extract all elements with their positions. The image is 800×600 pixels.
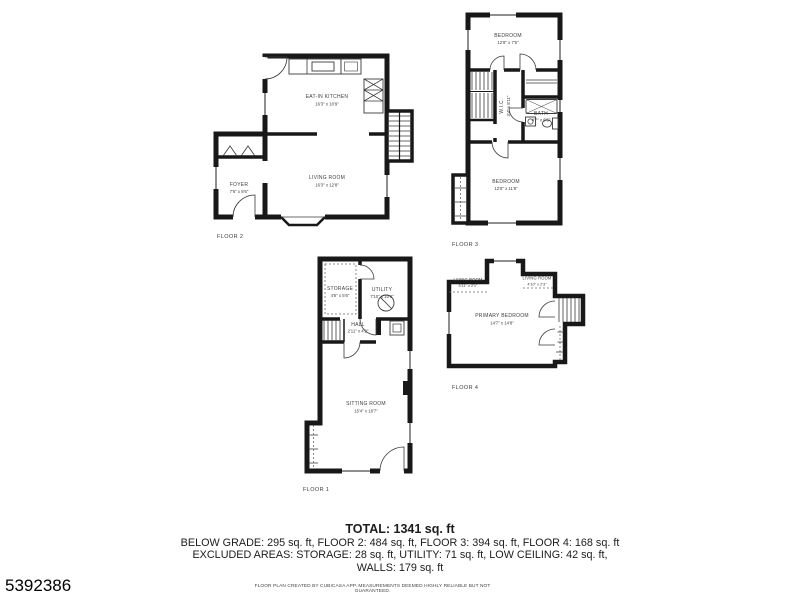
chimney bbox=[403, 381, 410, 395]
floor4-living-right-name: LIVING ROOM bbox=[522, 275, 552, 281]
floor1-walls bbox=[307, 259, 410, 471]
floor-2-plan bbox=[213, 49, 430, 231]
floor-3-plan bbox=[450, 12, 575, 228]
floor2-foyer-dims: 7'6" x 8'6" bbox=[229, 189, 249, 194]
floor4-primary-name: PRIMARY BEDROOM bbox=[475, 313, 529, 319]
floor4-living-right-dims: 4'10" x 2'3" bbox=[527, 281, 547, 287]
floor2-kitchen-dims: 16'3" x 10'9" bbox=[315, 101, 339, 107]
floor4-primary-dims: 14'7" x 14'8" bbox=[490, 320, 514, 326]
floor3-bath-dims: 4'7" x 6'6" bbox=[531, 117, 551, 123]
floor1-hall-name: HALL bbox=[351, 322, 365, 328]
floor2-living-name: LIVING ROOM bbox=[308, 175, 346, 181]
floor4-living-left-dims: 5'11" x 2'1" bbox=[458, 283, 478, 288]
floor4-caption: FLOOR 4 bbox=[452, 385, 479, 391]
disclaimer-text: FLOOR PLAN CREATED BY CUBICASA APP. MEASUREMENTS DEEMED HIGHLY RELIABLE BUT NOT GUARANTEED. bbox=[254, 584, 491, 594]
floor4-living-left-name: LIVING ROOM bbox=[453, 277, 483, 282]
kitchen-sink-icon bbox=[312, 62, 334, 71]
floor3-bedroom-top-dims: 12'8" x 7'5" bbox=[497, 40, 519, 45]
floor2-kitchen-counter bbox=[289, 59, 361, 74]
floor1-utility-name: UTILITY bbox=[371, 287, 393, 293]
floor3-bath-name: BATH bbox=[534, 111, 548, 117]
floor2-living-dims: 16'3" x 12'8" bbox=[315, 182, 339, 188]
floor-areas-line: BELOW GRADE: 295 sq. ft, FLOOR 2: 484 sq. ft, FLOOR 3: 394 sq. ft, FLOOR 4: 168 sq. ft bbox=[180, 537, 620, 549]
floor1-storage-name: STORAGE bbox=[326, 286, 354, 292]
floor1-utility-dims: 7'10" x 10'9" bbox=[370, 294, 394, 299]
floor3-bedroom-top-name: BEDROOM bbox=[494, 33, 522, 39]
floor-1-plan bbox=[300, 257, 420, 477]
floor2-kitchen-name: EAT-IN KITCHEN bbox=[305, 94, 349, 100]
toilet-tank-icon bbox=[553, 118, 559, 129]
area-summary bbox=[0, 522, 800, 574]
floor3-wic-name: W.I.C. bbox=[499, 98, 505, 114]
floor3-bedroom-bottom-name: BEDROOM bbox=[492, 179, 520, 185]
excluded-areas-line: EXCLUDED AREAS: STORAGE: 28 sq. ft, UTILITY: 71 sq. ft, LOW CEILING: 42 sq. ft, bbox=[192, 549, 608, 562]
floor3-wic-dims: 3'4" x 8'11" bbox=[506, 95, 511, 117]
total-area-line: TOTAL: 1341 sq. ft bbox=[345, 522, 455, 536]
floor2-cabinets bbox=[364, 79, 383, 113]
listing-id: 5392386 bbox=[5, 576, 72, 595]
floor-4-plan bbox=[446, 257, 588, 373]
floor1-caption: FLOOR 1 bbox=[303, 487, 330, 493]
floor3-bedroom-bottom-dims: 12'8" x 11'8" bbox=[494, 186, 518, 191]
furnace-icon bbox=[390, 321, 404, 335]
floor2-bay-window bbox=[281, 214, 325, 225]
walls-area-line: WALLS: 179 sq. ft bbox=[356, 561, 444, 574]
floor1-sitting-dims: 15'4" x 18'7" bbox=[354, 408, 378, 414]
floor1-storage-dims: 4'6" x 5'6" bbox=[330, 293, 350, 298]
floor2-foyer-name: FOYER bbox=[229, 182, 249, 188]
floor1-hall-dims: 2'11" x 4'2" bbox=[347, 328, 369, 334]
floor2-caption: FLOOR 2 bbox=[217, 234, 244, 240]
stove-icon bbox=[341, 59, 361, 74]
floor3-caption: FLOOR 3 bbox=[452, 242, 479, 248]
floor1-sitting-name: SITTING ROOM bbox=[346, 401, 386, 407]
